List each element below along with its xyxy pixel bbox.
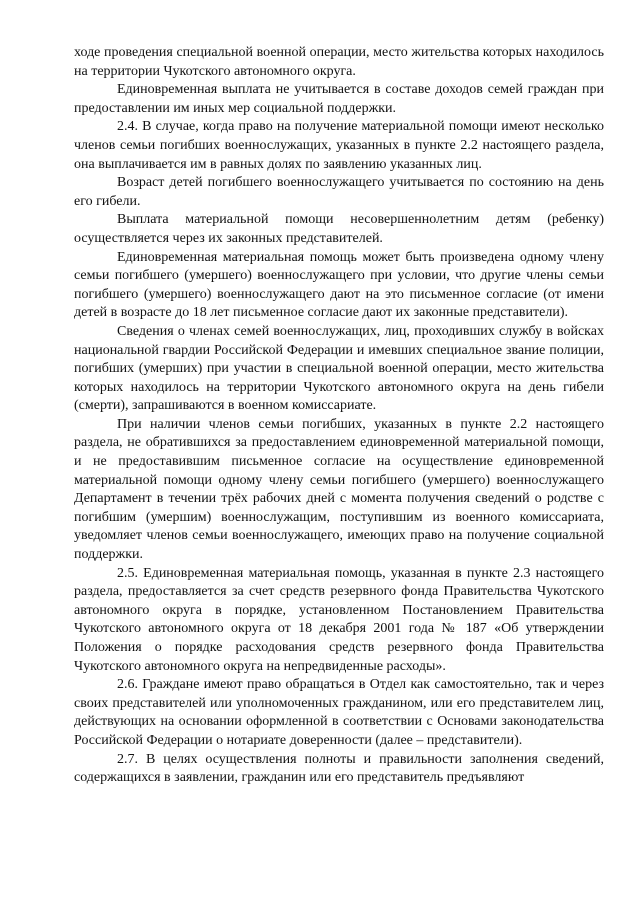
paragraph-2-7: 2.7. В целях осуществления полноты и правильности заполнения сведений, содержащихся в заявлении, гражданин или его представитель предъявляют xyxy=(74,751,604,786)
paragraph-minors-payment: Выплата материальной помощи несовершеннолетним детям (ребенку) осуществляется через их законных представителей. xyxy=(74,212,604,246)
paragraph-single-member-payment: Единовременная материальная помощь может быть произведена одному члену семьи погибшего (умершего) военнослужащего при условии, что другие члены семьи погибшего (умершего) военнослужащего дают на это письменное согласие (от имени детей в возрасте до 18 лет письменное согласие дают их законные представители). xyxy=(74,249,604,321)
paragraph-family-info-request: Сведения о членах семей военнослужащих, лиц, проходивших службу в войсках национальной гвардии Российской Федерации и имевших специальное звание полиции, погибших (умерших) при участии в специальной военной операции, место жительства которых находилось на территории Чукотского автономного округа на день гибели (смерти), запрашиваются в военном комиссариате. xyxy=(74,323,604,414)
paragraph-continuation: ходе проведения специальной военной операции, место жительства которых находилось на территории Чукотского автономного округа. xyxy=(74,45,604,79)
document-page xyxy=(74,44,604,788)
paragraph-notification: При наличии членов семьи погибших, указанных в пункте 2.2 настоящего раздела, не обратившихся за предоставлением единовременной материальной помощи, и не предоставившим письменное согласие на осуществление единовременной материальной помощи одному члену семьи погибшего (умершего) военнослужащего Департамент в течении трёх рабочих дней с момента получения сведений о родстве с погибшим (умершим) военнослужащим, поступившим из военного комиссариата, уведомляет членов семьи военнослужащего, имеющих право на получение социальной поддержки. xyxy=(74,416,604,563)
paragraph-income-exclusion: Единовременная выплата не учитывается в составе доходов семей граждан при предоставлении им иных мер социальной поддержки. xyxy=(74,82,604,116)
paragraph-2-5: 2.5. Единовременная материальная помощь, указанная в пункте 2.3 настоящего раздела, предоставляется за счет средств резервного фонда Правительства Чукотского автономного округа в порядке, установленном Постановлением Правительства Чукотского автономного округа от 18 декабря 2001 года № 187 «Об утверждении Положения о порядке расходования средств резервного фонда Правительства Чукотского автономного округа на непредвиденные расходы». xyxy=(74,565,604,674)
paragraph-children-age: Возраст детей погибшего военнослужащего учитывается по состоянию на день его гибели. xyxy=(74,175,604,209)
paragraph-2-6: 2.6. Граждане имеют право обращаться в Отдел как самостоятельно, так и через своих представителей или уполномоченных гражданином, или его представителем лиц, действующих на основании оформленной в соответствии с Основами законодательства Российской Федерации о нотариате доверенности (далее – представители). xyxy=(74,677,604,748)
paragraph-2-4: 2.4. В случае, когда право на получение материальной помощи имеют несколько членов семьи погибших военнослужащих, указанных в пункте 2.2 настоящего раздела, она выплачивается им в равных долях по заявлению указанных лиц. xyxy=(74,119,604,172)
